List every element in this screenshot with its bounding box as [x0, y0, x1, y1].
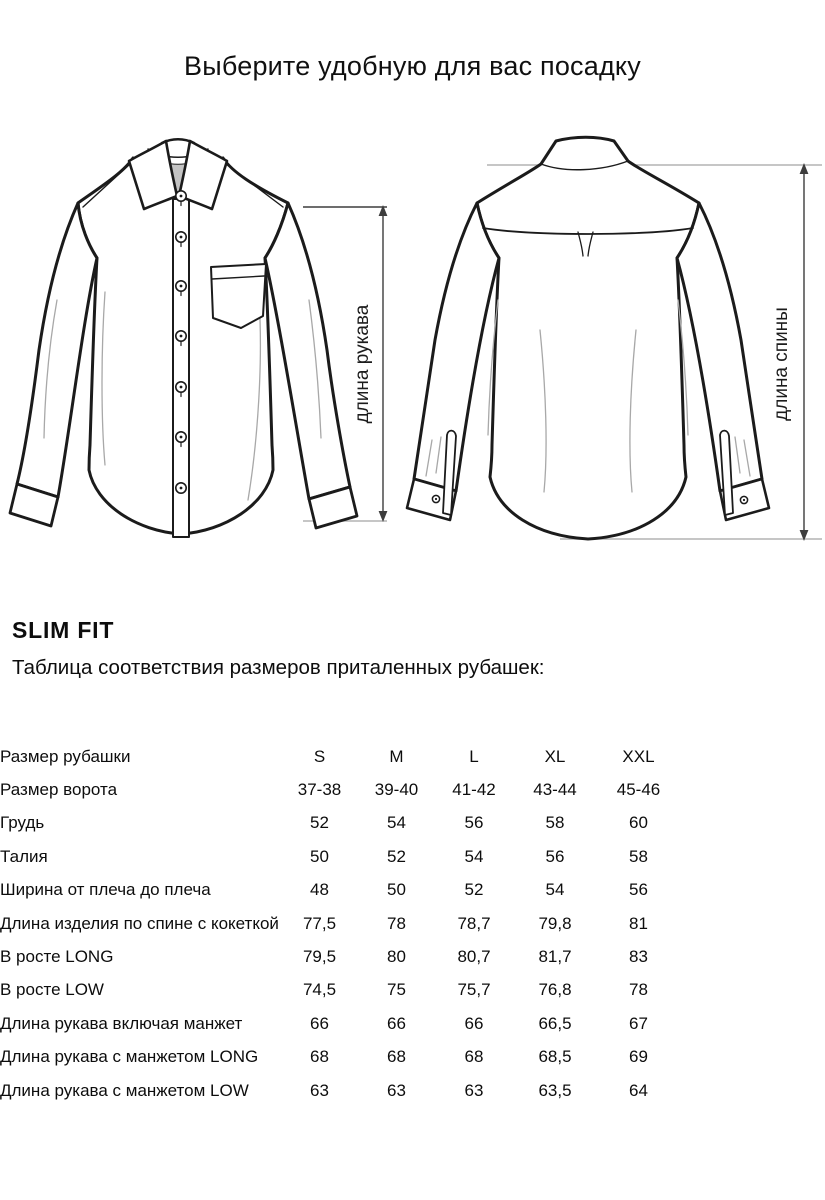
row-value: 68	[310, 1047, 329, 1067]
row-value: 52	[387, 846, 406, 866]
row-value: 54	[545, 880, 565, 900]
row-value: XXL	[622, 746, 655, 766]
row-value: 56	[545, 846, 565, 866]
row-value: 63	[464, 1080, 484, 1100]
row-value: 83	[629, 947, 648, 967]
shirt-back-drawing	[407, 137, 769, 539]
shirt-diagrams	[0, 130, 825, 578]
table-row	[0, 773, 680, 806]
row-value: 78	[629, 980, 648, 1000]
row-value: 48	[310, 880, 329, 900]
row-value: 58	[545, 813, 565, 833]
sleeve-length-label: длина рукава	[352, 304, 373, 424]
back-left-sleeve	[414, 203, 499, 491]
table-row	[0, 974, 680, 1007]
row-value: 64	[629, 1080, 648, 1100]
table-row	[0, 1041, 680, 1074]
row-value: 78	[387, 913, 406, 933]
row-value: 50	[387, 880, 406, 900]
row-value: 79,8	[538, 913, 572, 933]
row-value: 45-46	[616, 780, 661, 800]
row-value: 50	[310, 846, 329, 866]
row-label: Талия	[0, 846, 48, 866]
row-value: 79,5	[302, 947, 337, 967]
row-label: Длина рукава с манжетом LOW	[0, 1080, 249, 1100]
row-value: 37-38	[297, 780, 342, 800]
row-label: Грудь	[0, 813, 45, 833]
row-value: 66	[310, 1013, 329, 1033]
back-length-measure	[771, 163, 808, 541]
size-table	[0, 740, 680, 1107]
row-value: XL	[544, 746, 566, 766]
row-value: 43-44	[533, 780, 577, 800]
row-value: 66	[464, 1013, 484, 1033]
table-row	[0, 1074, 680, 1107]
row-label: Размер ворота	[0, 780, 118, 800]
row-value: 54	[464, 846, 484, 866]
row-label: Ширина от плеча до плеча	[0, 880, 211, 900]
row-value: 81	[629, 913, 648, 933]
row-value: 68	[387, 1047, 406, 1067]
table-caption: Таблица соответствия размеров приталенных рубашек:	[12, 656, 545, 679]
row-value: 80,7	[457, 947, 491, 967]
row-value: 68	[464, 1047, 484, 1067]
row-value: 76,8	[538, 980, 572, 1000]
row-value: 54	[387, 813, 406, 833]
row-value: 58	[629, 846, 648, 866]
row-value: 75,7	[457, 980, 491, 1000]
front-left-sleeve	[17, 203, 97, 497]
table-row	[0, 740, 680, 773]
row-value: S	[313, 746, 326, 766]
table-row	[0, 940, 680, 973]
row-value: 78,7	[457, 913, 491, 933]
row-value: 74,5	[302, 980, 337, 1000]
back-right-sleeve	[677, 203, 762, 491]
row-value: 81,7	[538, 947, 572, 967]
row-value: 75	[387, 980, 406, 1000]
row-label: В росте LOW	[0, 980, 104, 1000]
table-row	[0, 907, 680, 940]
row-value: 56	[629, 880, 648, 900]
page-title: Выберите удобную для вас посадку	[184, 51, 641, 81]
row-value: 68,5	[538, 1047, 572, 1067]
table-row	[0, 874, 680, 907]
row-value: 77,5	[302, 913, 337, 933]
row-value: 41-42	[452, 780, 496, 800]
shirt-front-drawing	[10, 139, 357, 537]
row-value: 60	[629, 813, 648, 833]
front-right-sleeve	[265, 203, 350, 499]
row-label: Длина изделия по спине с кокеткой	[0, 913, 279, 933]
shirt-diagram-svg	[0, 130, 825, 578]
row-label: Размер рубашки	[0, 746, 131, 766]
row-value: 39-40	[374, 780, 419, 800]
fit-heading: SLIM FIT	[12, 617, 115, 643]
front-chest-pocket	[211, 264, 266, 328]
table-row	[0, 840, 680, 873]
row-value: 63	[387, 1080, 406, 1100]
row-value: 56	[464, 813, 484, 833]
row-value: L	[469, 746, 479, 766]
row-value: 52	[464, 880, 484, 900]
row-value: 63	[310, 1080, 329, 1100]
table-row	[0, 1007, 680, 1040]
row-value: 52	[310, 813, 329, 833]
back-length-label: длина спины	[771, 307, 792, 421]
table-row	[0, 807, 680, 840]
row-value: 66	[387, 1013, 406, 1033]
row-label: Длина рукава с манжетом LONG	[0, 1047, 259, 1067]
row-value: 63,5	[538, 1080, 572, 1100]
row-label: В росте LONG	[0, 947, 114, 967]
row-value: 66,5	[538, 1013, 572, 1033]
row-value: M	[389, 746, 404, 766]
back-body	[477, 137, 699, 539]
row-label: Длина рукава включая манжет	[0, 1013, 243, 1033]
row-value: 67	[629, 1013, 648, 1033]
row-value: 80	[387, 947, 406, 967]
row-value: 69	[629, 1047, 648, 1067]
size-table-body	[0, 740, 680, 1107]
